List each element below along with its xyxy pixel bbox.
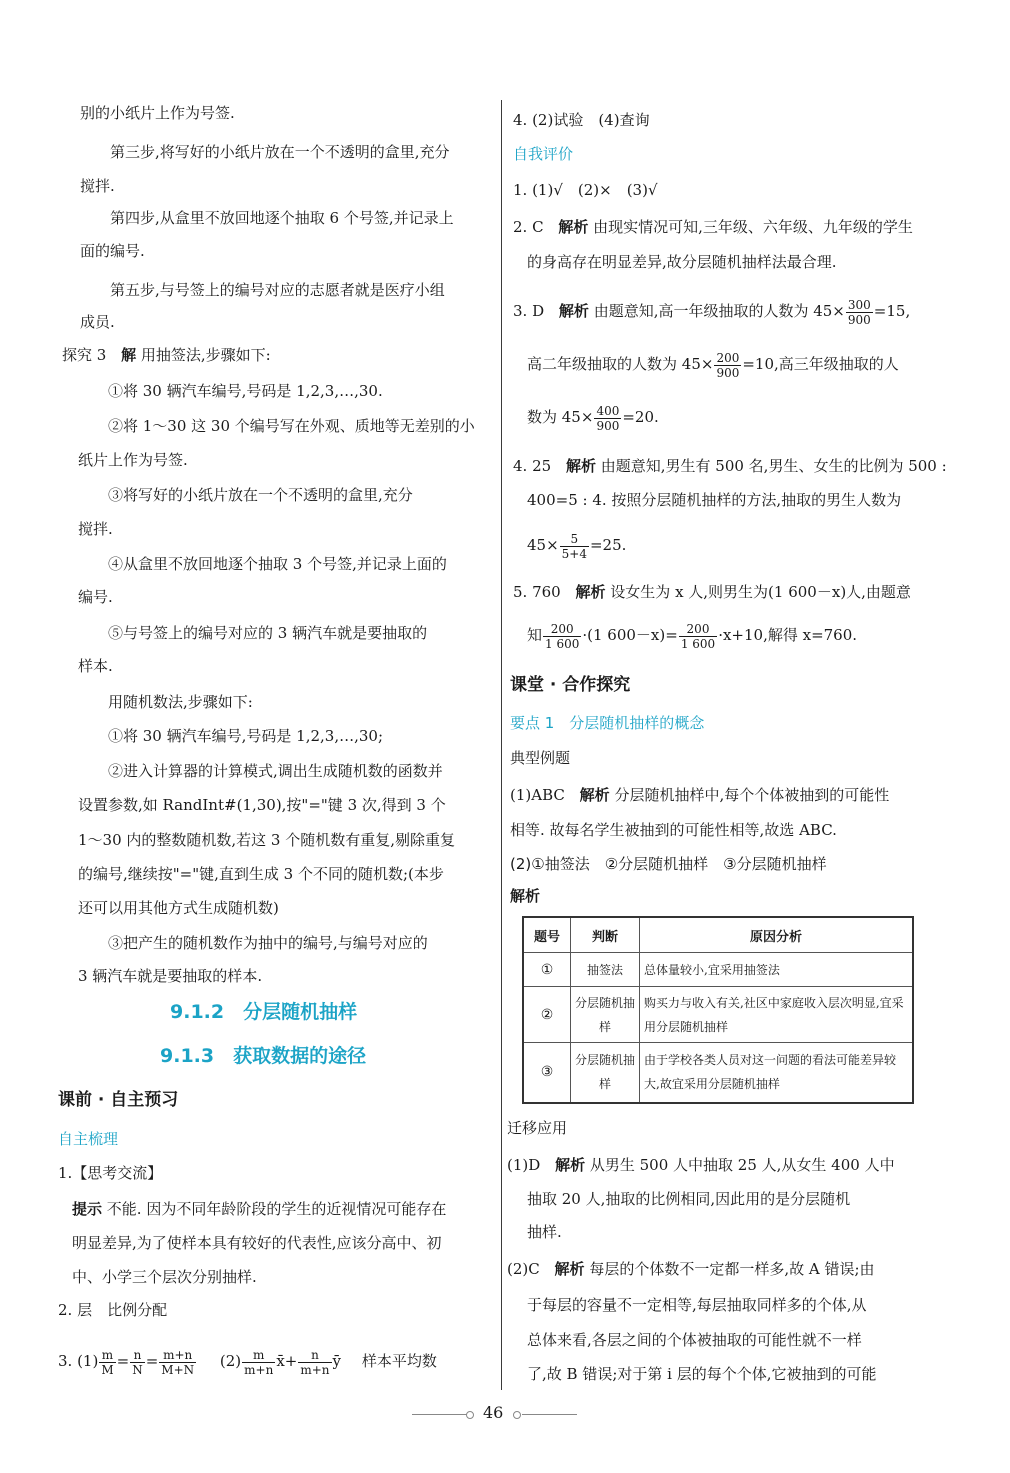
eval-3-line: 3. D 解析 由题意知,高一年级抽取的人数为 45× $\frac{300}{900}$ =15, xyxy=(513,297,911,327)
table-row xyxy=(523,953,913,987)
text-line: 纸片上作为号签. xyxy=(78,451,188,469)
text-line: 第五步,与号签上的编号对应的志愿者就是医疗小组 xyxy=(110,281,445,299)
text-line: 成员. xyxy=(80,313,115,331)
text-line: 总体来看,各层之间的个体被抽取的可能性就不一样 xyxy=(527,1331,862,1349)
fraction: $\frac{200}{1 600}$ xyxy=(545,621,580,651)
explore-3-text: 用抽签法,步骤如下: xyxy=(140,346,271,364)
text-line: ②将 1～30 这 30 个编号写在外观、质地等无差别的小 xyxy=(108,417,475,435)
question-2-answer: 2. 层 比例分配 xyxy=(58,1301,168,1319)
text-line: 相等. 故每名学生被抽到的可能性相等,故选 ABC. xyxy=(510,821,837,839)
text-line: ⑤与号签上的编号对应的 3 辆汽车就是要抽取的 xyxy=(108,624,428,642)
footer-ornament-right xyxy=(513,1411,521,1419)
table-header-row xyxy=(523,917,913,953)
text-line: 明显差异,为了使样本具有较好的代表性,应该分高中、初 xyxy=(72,1234,442,1252)
text-line: 的编号,继续按"="键,直到生成 3 个不同的随机数;(本步 xyxy=(78,865,444,883)
fraction: $\frac{400}{900}$ xyxy=(596,403,620,433)
text-line: 面的编号. xyxy=(80,242,145,260)
fraction: $\frac{300}{900}$ xyxy=(847,297,871,327)
page-number: 46 xyxy=(483,1403,504,1422)
solution-marker: 解 xyxy=(121,346,137,364)
pre-class-heading: 课前 · 自主预习 xyxy=(58,1090,179,1110)
hint-label: 提示 xyxy=(72,1200,103,1218)
text-line: 样本. xyxy=(78,657,113,675)
eval-4-line-3: 45× $\frac{5}{5+4}$ =25. xyxy=(527,531,627,561)
col-header-no: 题号 xyxy=(523,917,571,953)
text-line: 400=5 : 4. 按照分层随机抽样的方法,抽取的男生人数为 xyxy=(527,491,902,509)
footer-line-left xyxy=(412,1414,467,1415)
text-line: 抽样. xyxy=(527,1223,562,1241)
footer-ornament-left xyxy=(466,1411,474,1419)
hint-text: 不能. 因为不同年龄阶段的学生的近视情况可能存在 xyxy=(106,1200,447,1218)
text-line: ④从盒里不放回地逐个抽取 3 个号签,并记录上面的 xyxy=(108,555,447,573)
text-line: 搅拌. xyxy=(80,177,115,195)
text-line: 用随机数法,步骤如下: xyxy=(108,693,253,711)
example-2-answer: (2)①抽签法 ②分层随机抽样 ③分层随机抽样 xyxy=(510,855,827,873)
text-line: 的身高存在明显差异,故分层随机抽样法最合理. xyxy=(527,253,837,271)
text-line: ③将写好的小纸片放在一个不透明的盒里,充分 xyxy=(108,486,413,504)
typical-examples-label: 典型例题 xyxy=(510,749,571,767)
eval-3-line-3: 数为 45× $\frac{400}{900}$ =20. xyxy=(527,403,659,433)
self-review-subheading: 自主梳理 xyxy=(58,1130,119,1148)
question-1-title: 1.【思考交流】 xyxy=(58,1164,163,1182)
fraction: $\frac{m}{m+n}$ xyxy=(244,1347,274,1377)
column-divider xyxy=(501,100,502,1390)
formula-prefix: 3. (1) xyxy=(58,1352,99,1370)
fraction: $\frac{5}{5+4}$ xyxy=(561,531,587,561)
text-line: 设置参数,如 RandInt#(1,30),按"="键 3 次,得到 3 个 xyxy=(78,796,446,814)
eval-4-line: 4. 25 解析 由题意知,男生有 500 名,男生、女生的比例为 500 : xyxy=(513,457,947,475)
table-row xyxy=(523,1043,913,1103)
analysis-label: 解析 xyxy=(558,218,589,236)
col-header-judge: 判断 xyxy=(571,917,640,953)
formula-tail: 样本平均数 xyxy=(361,1352,437,1370)
fraction: $\frac{200}{900}$ xyxy=(716,350,740,380)
row-reason: 由于学校各类人员对这一问题的看法可能差异较大,故宜采用分层随机抽样 xyxy=(640,1043,914,1103)
hint-line xyxy=(72,1199,446,1219)
self-eval-subheading: 自我评价 xyxy=(513,145,574,163)
text-line: ③把产生的随机数作为抽中的编号,与编号对应的 xyxy=(108,934,428,952)
eval-5-line-2: 知 $\frac{200}{1 600}$ ·(1 600－x)= $\frac{200}{1 600}$ ·x+10,解得 x=760. xyxy=(527,621,858,651)
fraction: $\frac{n}{m+n}$ xyxy=(300,1347,330,1377)
fraction: $\frac{m+n}{M+N}$ xyxy=(161,1347,195,1377)
row-reason: 总体量较小,宜采用抽签法 xyxy=(640,953,914,987)
transfer-application-label: 迁移应用 xyxy=(507,1119,568,1137)
eval-1: 1. (1)√ (2)× (3)√ xyxy=(513,181,658,199)
text-line: ②进入计算器的计算模式,调出生成随机数的函数并 xyxy=(108,762,443,780)
explore-3-label: 探究 3 xyxy=(62,346,107,364)
section-title-913: 9.1.3 获取数据的途径 xyxy=(160,1045,367,1067)
transfer-1-line: (1)D 解析 从男生 500 人中抽取 25 人,从女生 400 人中 xyxy=(507,1156,895,1174)
row-reason: 购买力与收入有关,社区中家庭收入层次明显,宜采用分层随机抽样 xyxy=(640,987,914,1043)
text-line: 1～30 内的整数随机数,若这 3 个随机数有重复,剔除重复 xyxy=(78,831,456,849)
explore-3-line xyxy=(62,345,271,365)
eval-5-line: 5. 760 解析 设女生为 x 人,则男生为(1 600－x)人,由题意 xyxy=(513,583,911,601)
in-class-heading: 课堂 · 合作探究 xyxy=(510,675,631,695)
text-line: 3 辆汽车就是要抽取的样本. xyxy=(78,967,263,985)
example-1-line: (1)ABC 解析 分层随机抽样中,每个个体被抽到的可能性 xyxy=(510,786,890,804)
analysis-table xyxy=(522,916,914,1104)
row-no: ① xyxy=(523,953,571,987)
text-line: 别的小纸片上作为号签. xyxy=(80,104,235,122)
fraction: $\frac{200}{1 600}$ xyxy=(680,621,716,651)
text-line: ①将 30 辆汽车编号,号码是 1,2,3,…,30. xyxy=(108,382,383,400)
transfer-2-line: (2)C 解析 每层的个体数不一定都一样多,故 A 错误;由 xyxy=(507,1260,875,1278)
fraction: $\frac{n}{N}$ xyxy=(132,1347,143,1377)
text-line: 抽取 20 人,抽取的比例相同,因此用的是分层随机 xyxy=(527,1190,851,1208)
text-line: 中、小学三个层次分别抽样. xyxy=(72,1268,257,1286)
row-judge: 抽签法 xyxy=(571,953,640,987)
analysis-title: 解析 xyxy=(510,887,541,905)
text-line: 编号. xyxy=(78,588,113,606)
question-3-formula: 3. (1) $\frac{m}{M}$ = $\frac{n}{N}$ = $\frac{m+n}{M+N}$ (2) $\frac{m}{m+n}$ x̄+ $\frac{n}{m+n}$ ȳ 样本平均数 xyxy=(58,1347,437,1377)
text-line: ①将 30 辆汽车编号,号码是 1,2,3,…,30; xyxy=(108,727,384,745)
footer-line-right xyxy=(522,1414,577,1415)
row-no: ② xyxy=(523,987,571,1043)
row-judge: 分层随机抽样 xyxy=(571,1043,640,1103)
text-line: 第四步,从盒里不放回地逐个抽取 6 个号签,并记录上 xyxy=(110,209,454,227)
row-no: ③ xyxy=(523,1043,571,1103)
text-line: 第三步,将写好的小纸片放在一个不透明的盒里,充分 xyxy=(110,143,450,161)
text-line: 于每层的容量不一定相等,每层抽取同样多的个体,从 xyxy=(527,1296,867,1314)
col-header-reason: 原因分析 xyxy=(640,917,914,953)
text-line: 搅拌. xyxy=(78,520,113,538)
eval-3-line-2: 高二年级抽取的人数为 45× $\frac{200}{900}$ =10,高三年级抽取的人 xyxy=(527,350,899,380)
formula-part-2: (2) xyxy=(219,1352,242,1370)
eval-2-line: 2. C 解析 由现实情况可知,三年级、六年级、九年级的学生 xyxy=(513,218,913,236)
key-point-1: 要点 1 分层随机抽样的概念 xyxy=(510,714,705,732)
fraction: $\frac{m}{M}$ xyxy=(101,1347,114,1377)
table-row xyxy=(523,987,913,1043)
section-title-912: 9.1.2 分层随机抽样 xyxy=(170,1001,358,1023)
row-judge: 分层随机抽样 xyxy=(571,987,640,1043)
answer-4: 4. (2)试验 (4)查询 xyxy=(513,111,650,129)
text-line: 了,故 B 错误;对于第 i 层的每个个体,它被抽到的可能 xyxy=(527,1365,877,1383)
text-line: 还可以用其他方式生成随机数) xyxy=(78,899,279,917)
